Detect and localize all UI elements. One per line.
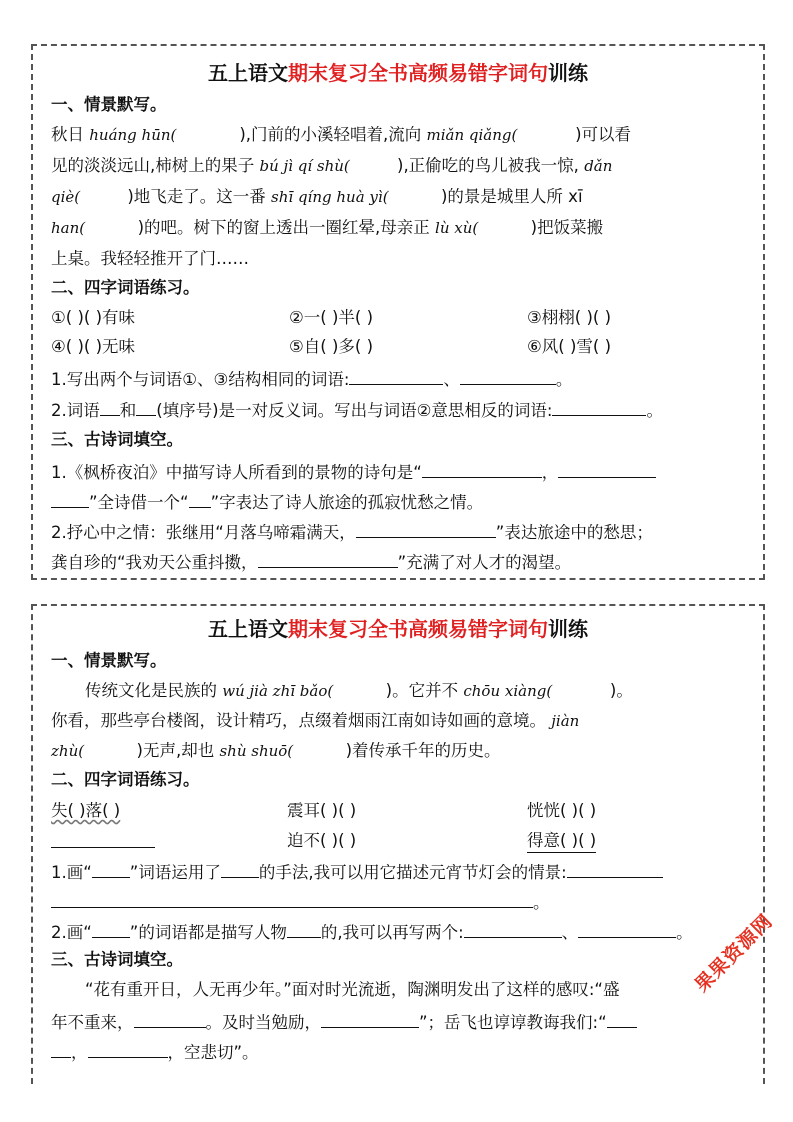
answer-blank[interactable] — [349, 367, 443, 385]
answer-blank[interactable] — [356, 520, 496, 538]
answer-blank[interactable] — [422, 460, 542, 478]
answer-blank[interactable] — [552, 398, 646, 416]
idiom-question-1: 1.写出两个与词语①、③结构相同的词语: 、 。 — [51, 367, 751, 391]
idiom-item: ⑥风( )雪( ) — [527, 337, 612, 356]
idiom-item: ①( )( )有味 — [51, 308, 136, 327]
dictation-line: 见的淡淡远山,柿树上的果子 bú jì qí shù( ),正偷吃的鸟儿被我一惊, dǎn — [51, 156, 613, 175]
dictation-line: han( )的吧。树下的窗上透出一圈红晕,母亲正 lù xù( )把饭菜搬 — [51, 218, 604, 237]
answer-blank[interactable] — [558, 460, 656, 478]
worksheet-card-2 — [31, 604, 765, 1084]
answer-blank[interactable] — [51, 830, 155, 848]
section-heading-poetry: 三、古诗词填空。 — [51, 430, 183, 449]
answer-blank[interactable] — [134, 1010, 206, 1028]
poetry-line: ， ，空悲切”。 — [51, 1040, 751, 1064]
poetry-question-2: 2.抒心中之情：张继用“月落乌啼霜满天， ”表达旅途中的愁思； — [51, 520, 751, 544]
dictation-line: 上桌。我轻轻推开了门…… — [51, 249, 249, 268]
answer-blank[interactable] — [321, 1010, 419, 1028]
idiom-question-1-cont: 。 — [51, 890, 751, 914]
answer-blank[interactable] — [51, 490, 89, 508]
answer-blank[interactable] — [100, 398, 120, 416]
watermark: 果果资源网 — [690, 910, 778, 997]
poetry-line: “花有重开日，人无再少年。”面对时光流逝，陶渊明发出了这样的感叹:“盛 — [85, 980, 620, 999]
poetry-line: 年不重来， 。及时当勉励， ”；岳飞也谆谆教诲我们:“ — [51, 1010, 751, 1034]
worksheet-title: 五上语文期末复习全书高频易错字词句训练 — [208, 617, 588, 641]
idiom-item: 得意( )( ) — [527, 830, 596, 853]
answer-blank[interactable] — [51, 890, 533, 908]
poetry-question-1: 1.《枫桥夜泊》中描写诗人所看到的景物的诗句是“ ， — [51, 460, 751, 484]
answer-blank[interactable] — [92, 920, 130, 938]
answer-blank[interactable] — [578, 920, 676, 938]
section-heading-dictation: 一、情景默写。 — [51, 95, 167, 114]
section-heading-dictation: 一、情景默写。 — [51, 651, 167, 670]
idiom-item: ⑤自( )多( ) — [289, 337, 374, 356]
answer-blank[interactable] — [607, 1010, 637, 1028]
idiom-question-2: 2.画“ ”的词语都是描写人物 的,我可以再写两个: 、 。 — [51, 920, 751, 944]
worksheet-card-1 — [31, 44, 765, 580]
answer-blank[interactable] — [51, 1040, 71, 1058]
answer-blank[interactable] — [464, 920, 562, 938]
answer-blank[interactable] — [287, 920, 321, 938]
idiom-item: ④( )( )无味 — [51, 337, 136, 356]
idiom-question-2: 2.词语 和 (填序号)是一对反义词。写出与词语②意思相反的词语: 。 — [51, 398, 751, 422]
answer-blank[interactable] — [460, 367, 556, 385]
answer-blank[interactable] — [92, 860, 130, 878]
dictation-line: qiè( )地飞走了。这一番 shī qíng huà yì( )的景是城里人所 xī — [51, 187, 583, 206]
dictation-line: 秋日 huáng hūn( ),门前的小溪轻唱着,流向 miǎn qiǎng( )可以看 — [51, 125, 632, 144]
idiom-item: 震耳( )( ) — [287, 801, 357, 820]
dictation-line: 你看，那些亭台楼阁，设计精巧，点缀着烟雨江南如诗如画的意境。 jiàn — [51, 711, 580, 730]
section-heading-idioms: 二、四字词语练习。 — [51, 770, 200, 789]
answer-blank[interactable] — [136, 398, 156, 416]
idiom-item: 迫不( )( ) — [287, 831, 357, 850]
idiom-item: ②一( )半( ) — [289, 308, 374, 327]
answer-blank[interactable] — [567, 860, 663, 878]
answer-blank[interactable] — [221, 860, 259, 878]
poetry-question-1-cont: ”全诗借一个“ ”字表达了诗人旅途的孤寂忧愁之情。 — [51, 490, 751, 514]
idiom-item: 恍恍( )( ) — [527, 801, 597, 820]
answer-blank[interactable] — [88, 1040, 168, 1058]
section-heading-idioms: 二、四字词语练习。 — [51, 278, 200, 297]
section-heading-poetry: 三、古诗词填空。 — [51, 950, 183, 969]
poetry-question-2-cont: 龚自珍的“我劝天公重抖擞， ”充满了对人才的渴望。 — [51, 550, 751, 574]
idiom-question-1: 1.画“ ”词语运用了 的手法,我可以用它描述元宵节灯会的情景: — [51, 860, 751, 884]
answer-blank[interactable] — [258, 550, 398, 568]
idiom-item: ③栩栩( )( ) — [527, 308, 612, 327]
worksheet-title: 五上语文期末复习全书高频易错字词句训练 — [208, 61, 588, 85]
dictation-line: zhù( )无声,却也 shù shuō( )着传承千年的历史。 — [51, 741, 501, 760]
answer-blank[interactable] — [189, 490, 211, 508]
dictation-line: 传统文化是民族的 wú jià zhī bǎo( )。它并不 chōu xiàng( )。 — [85, 681, 633, 700]
idiom-item: 失( )落( ) — [51, 801, 121, 820]
